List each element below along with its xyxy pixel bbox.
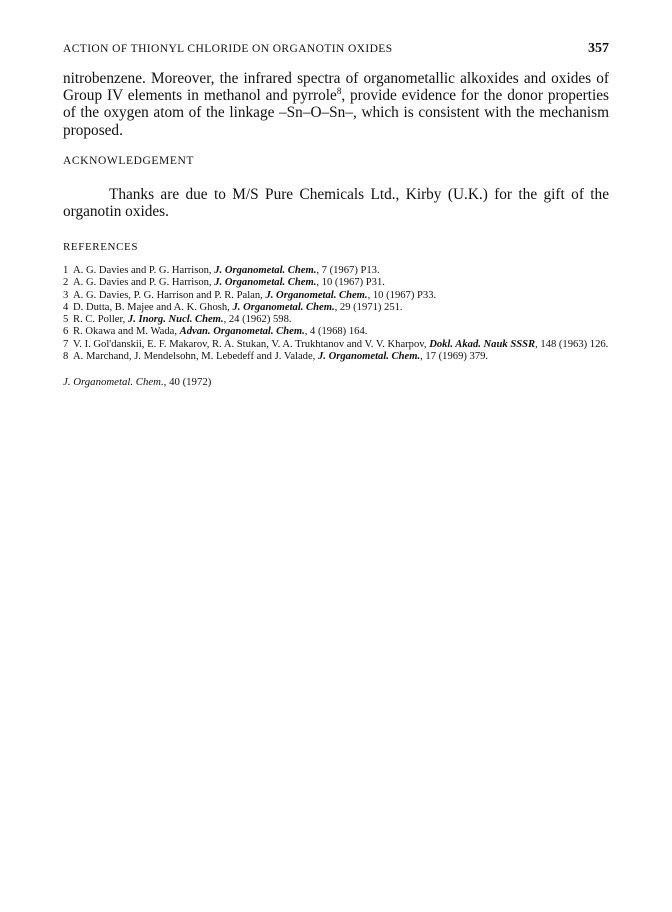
reference-authors: D. Dutta, B. Majee and A. K. Ghosh, [73,301,233,313]
reference-details: , 10 (1967) P33. [367,289,437,301]
body-text-b: , provide evidence for the donor properties of the oxygen atom of the linkage –Sn–O–Sn–, which is consistent with the mechanism proposed. [63,87,609,139]
reference-journal: J. Organometal. Chem. [317,351,421,363]
reference-authors: A. G. Davies and P. G. Harrison, [73,265,215,276]
reference-journal: J. Organometal. Chem. [214,265,317,276]
reference-details: , 4 (1968) 164. [304,326,368,338]
reference-number: 3 [63,289,69,301]
reference-item [63,277,609,289]
reference-journal: J. Organometal. Chem. [265,289,368,301]
reference-number: 4 [63,301,69,313]
reference-item [63,314,609,326]
reference-authors: V. I. Gol'danskii, E. F. Makarov, R. A. Stukan, V. A. Trukhtanov and V. V. Kharpov, [73,338,430,350]
references-heading: REFERENCES [63,241,139,253]
reference-details: , 24 (1962) 598. [223,314,292,326]
reference-journal: Dokl. Akad. Nauk SSSR [429,338,536,350]
reference-journal: J. Organometal. Chem. [214,277,317,289]
reference-details: , 29 (1971) 251. [334,301,403,313]
reference-item [63,326,609,338]
reference-journal: J. Organometal. Chem. [232,301,335,313]
reference-item [63,351,609,363]
footer-volume: , 40 (1972) [163,376,212,388]
body-paragraph [63,70,609,139]
acknowledgement-paragraph [63,186,609,220]
reference-number: 5 [63,314,69,326]
reference-authors: R. C. Poller, [73,314,128,326]
body-text-a: nitrobenzene. Moreover, the infrared spectra of organometallic alkoxides and oxides of Group IV elements in methanol and pyrrole [63,70,609,105]
reference-details: , 148 (1963) 126. [535,338,609,350]
reference-authors: R. Okawa and M. Wada, [73,326,180,338]
reference-authors: A. Marchand, J. Mendelsohn, M. Lebedeff and J. Valade, [73,351,318,363]
running-title: ACTION OF THIONYL CHLORIDE ON ORGANOTIN OXIDES [63,43,393,55]
reference-authors: A. G. Davies and P. G. Harrison, [73,277,215,289]
reference-number: 7 [63,338,69,350]
reference-number: 1 [63,265,69,276]
reference-item [63,290,609,302]
reference-item [63,339,609,351]
running-header [63,41,609,57]
acknowledgement-heading: ACKNOWLEDGEMENT [63,155,195,167]
reference-authors: A. G. Davies, P. G. Harrison and P. R. Palan, [73,289,266,301]
reference-number: 8 [63,351,69,363]
citation-superscript: 8 [336,86,342,97]
reference-journal: J. Inorg. Nucl. Chem. [127,314,224,326]
reference-details: , 17 (1969) 379. [420,351,489,363]
page-number: 357 [588,41,609,56]
footer-journal: J. Organometal. Chem. [63,376,164,388]
reference-number: 6 [63,326,69,338]
acknowledgement-text: Thanks are due to M/S Pure Chemicals Ltd., Kirby (U.K.) for the gift of the organotin oxides. [63,186,609,221]
reference-item [63,302,609,314]
journal-footer [63,376,211,388]
reference-details: , 7 (1967) P13. [316,265,380,276]
reference-journal: Advan. Organometal. Chem. [179,326,305,338]
reference-list [63,265,609,363]
reference-number: 2 [63,277,69,289]
reference-details: , 10 (1967) P31. [316,277,385,289]
reference-item [63,265,609,277]
